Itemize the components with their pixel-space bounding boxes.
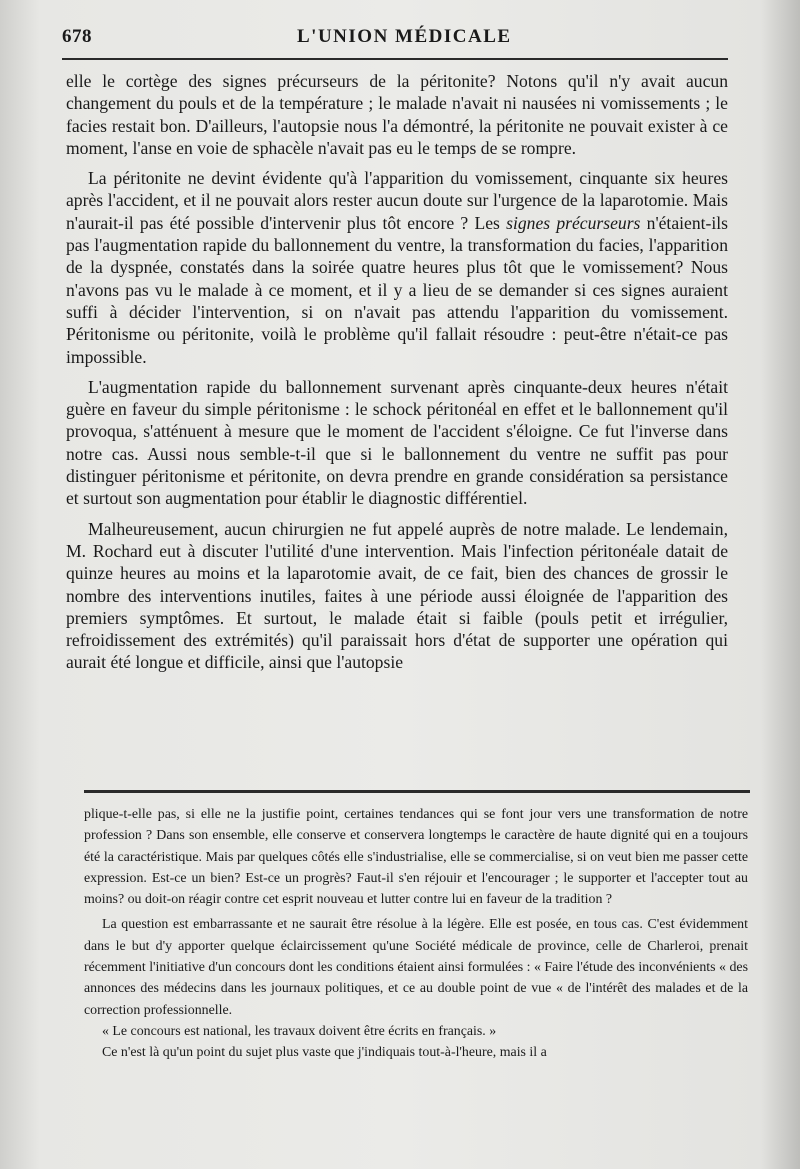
footnote-rule [84, 790, 750, 793]
header-rule [62, 58, 728, 60]
paragraph: elle le cortège des signes précurseurs de la péritonite? Notons qu'il n'y avait aucun changement du pouls et de la température ; le malade n'avait ni nausées ni vomissements ; le facies restait bon. D'ailleurs, l'autopsie nous l'a démontré, la péritonite ne pouvait exister à ce moment, l'anse en voie de sphacèle n'avait pas eu le temps de se rompre. [66, 71, 728, 158]
paragraph-text: n'étaient-ils pas l'augmentation rapide du ballonnement du ventre, la transformation du facies, l'apparition de la dyspnée, constatés dans la soirée quatre heures plus tôt que le vomissement? Nous n'avons pas vu le malade à ce moment, et il y a lieu de se demander si ces signes auraient suffi à décider l'intervention, si on n'avait pas attendu l'apparition du vomissement. Péritonisme ou péritonite, voilà le problème qu'il fallait résoudre : peut-être n'était-ce pas impossible. [66, 212, 728, 367]
main-text [66, 70, 728, 674]
page-number: 678 [62, 26, 92, 47]
paragraph-text: La péritonite ne devint évidente qu'à l'apparition du vomissement, cinquante six heures après l'accident, et il ne pouvait alors rester aucun doute sur l'urgence de la laparotomie. Mais n'aurait-il pas été possible d'intervenir plus tôt encore ? Les [66, 168, 728, 233]
paragraph [66, 167, 728, 368]
running-title: L'UNION MÉDICALE [297, 26, 512, 47]
running-header [62, 26, 730, 54]
paragraph: L'augmentation rapide du ballonnement survenant après cinquante-deux heures n'était guère en faveur du simple péritonisme : le schock péritonéal en effet et le ballonnement qu'il provoqua, s'atténuent à mesure que le moment de l'accident s'éloigne. Ce fut l'inverse dans notre cas. Aussi nous semble-t-il que si le ballonnement du ventre ne suffit pas pour distinguer péritonisme et péritonite, on devra prendre en grande considération sa persistance et surtout son augmentation pour établir le diagnostic différentiel. [66, 376, 728, 509]
paragraph: Malheureusement, aucun chirurgien ne fut appelé auprès de notre malade. Le lendemain, M. Rochard eut à discuter l'utilité d'une intervention. Mais l'infection péritonéale datait de quinze heures au moins et la laparotomie avait, de ce fait, bien des chances de grossir le nombre des interventions inutiles, faites à une période aussi éloignée de l'apparition des premiers symptômes. Et surtout, le malade était si faible (pouls petit et irrégulier, refroidissement des extrémités) qu'il paraissait hors d'état de supporter une opération qui aurait été longue et difficile, ainsi que l'autopsie [66, 518, 728, 673]
footnote-paragraph: La question est embarrassante et ne saurait être résolue à la légère. Elle est posée, en tous cas. C'est évidemment dans le but d'y apporter quelque éclaircissement qu'une Société médicale de province, celle de Charleroi, prenait récemment l'initiative d'un concours dont les conditions étaient ainsi formulées : « Faire l'étude des inconvénients « des annonces des médecins dans les journaux politiques, et ce au double point de vue « de l'intérêt des malades et de la correction professionnelle. [84, 917, 748, 1018]
footnote-paragraph: plique-t-elle pas, si elle ne la justifie point, certaines tendances qui se font jour vers une transformation de notre profession ? Dans son ensemble, elle conserve et conservera longtemps le caractère de haute dignité qui en a toujours été la caractéristique. Mais par quelques côtés elle s'industrialise, elle se commercialise, si on veut bien me passer cette expression. Est-ce un bien? Est-ce un progrès? Faut-il s'en réjouir et l'encourager ; le supporter et l'accepter tout au moins? ou doit-on réagir contre cet esprit nouveau et lutter contre lui en faveur de la tradition ? [84, 807, 748, 908]
italic-phrase: signes précurseurs [506, 212, 641, 233]
footnote-quote: « Le concours est national, les travaux doivent être écrits en français. » [102, 1023, 497, 1039]
footnote-paragraph: Ce n'est là qu'un point du sujet plus vaste que j'indiquais tout-à-l'heure, mais il a [102, 1045, 547, 1061]
footnote [84, 804, 748, 1064]
